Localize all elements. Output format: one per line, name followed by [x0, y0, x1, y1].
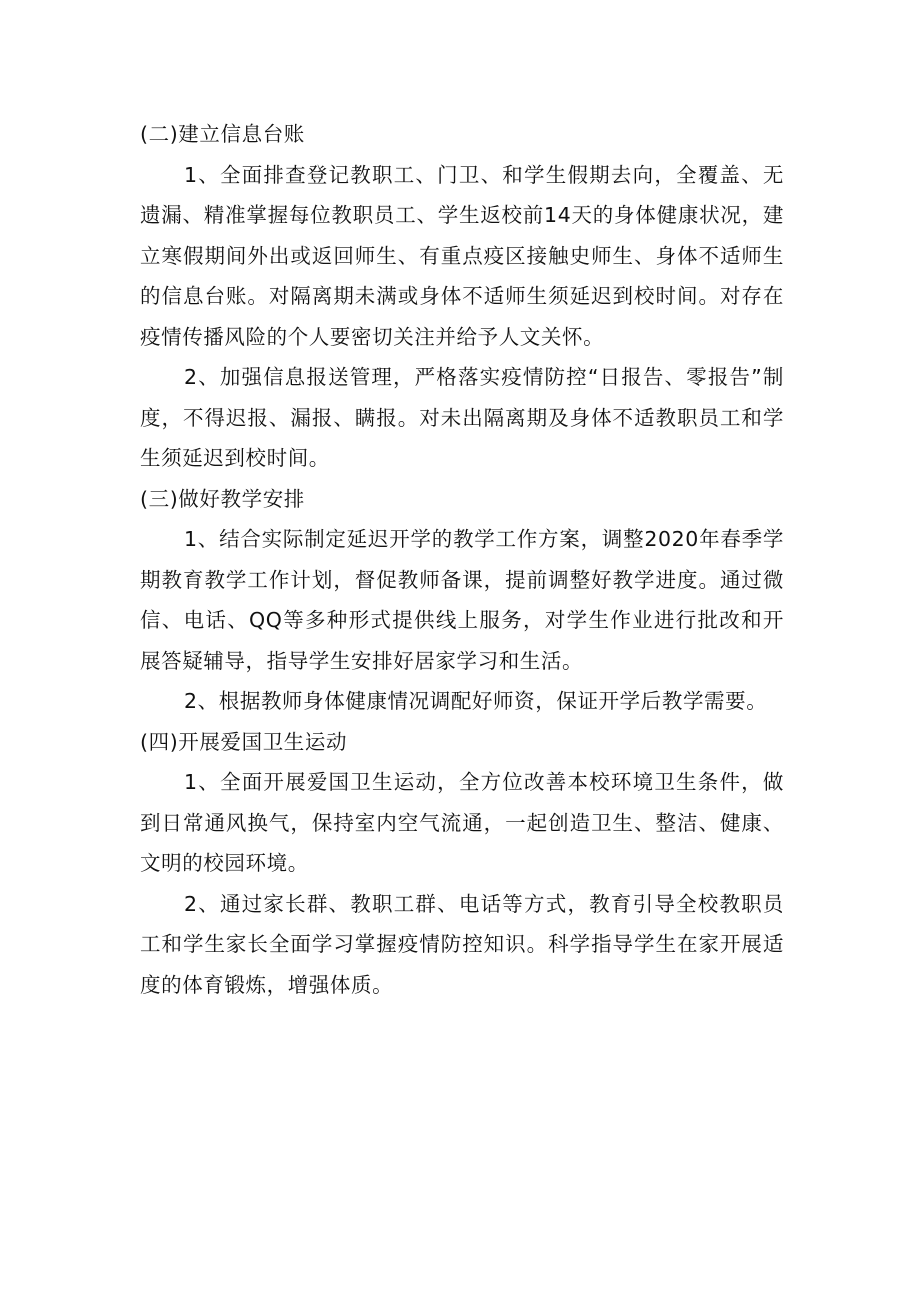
paragraph: 2、通过家长群、教职工群、电话等方式，教育引导全校教职员工和学生家长全面学习掌握疫情防控知识。科学指导学生在家开展适度的体育锻炼，增强体质。: [140, 891, 784, 997]
paragraph: 1、结合实际制定延迟开学的教学工作方案，调整2020年春季学期教育教学工作计划，督促教师备课，提前调整好教学进度。通过微信、电话、QQ等多种形式提供线上服务，对学生作业进行批改和开展答疑辅导，指导学生安排好居家学习和生活。: [140, 527, 784, 673]
paragraph: 1、全面开展爱国卫生运动，全方位改善本校环境卫生条件，做到日常通风换气，保持室内空气流通，一起创造卫生、整洁、健康、文明的校园环境。: [140, 770, 784, 875]
section-patriotic-health-campaign: [140, 722, 784, 1006]
paragraph: 2、加强信息报送管理，严格落实疫情防控“日报告、零报告”制度，不得迟报、漏报、瞒报。对未出隔离期及身体不适教职员工和学生须延迟到校时间。: [140, 365, 784, 470]
section-teaching-arrangement: [140, 479, 784, 722]
paragraph: 2、根据教师身体健康情况调配好师资，保证开学后教学需要。: [184, 689, 768, 713]
paragraph: 1、全面排查登记教职工、门卫、和学生假期去向，全覆盖、无遗漏、精准掌握每位教职员工、学生返校前14天的身体健康状况，建立寒假期间外出或返回师生、有重点疫区接触史师生、身体不适师生的信息台账。对隔离期未满或身体不适师生须延迟到校时间。对存在疫情传播风险的个人要密切关注并给予人文关怀。: [140, 162, 784, 349]
section-heading: (四)开展爱国卫生运动: [140, 729, 348, 754]
section-build-info-ledger: [140, 114, 784, 479]
section-heading: (三)做好教学安排: [140, 486, 305, 511]
document-body: [140, 114, 784, 1005]
section-heading: (二)建立信息台账: [140, 122, 305, 146]
